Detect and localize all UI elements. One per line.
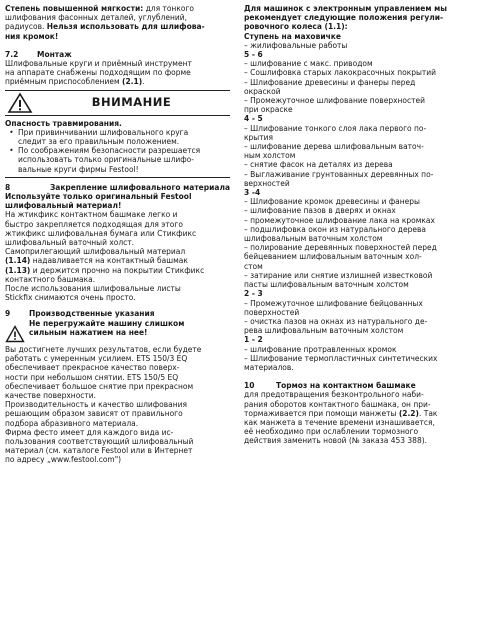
warning-triangle-icon [5, 325, 25, 343]
speed-setting-item: рева шлифовальным ваточным холстом [244, 326, 404, 336]
s10-line-5: её необходимо при ослаблении тормозного [244, 427, 419, 437]
speed-setting-item: – Промежуточное шлифование поверхностей [244, 96, 425, 106]
speed-setting-head: 5 - 6 [244, 50, 263, 60]
s8-bold-1: Используйте только оригинальный Festool [5, 192, 192, 202]
speed-setting-item: – полирование деревянных поверхностей перед [244, 243, 437, 253]
right-intro-1: Для машинок с электронным управлением мы [244, 4, 447, 13]
s8-p2-2: (1.14) надавливается на контактный башмак [5, 256, 188, 266]
s8-p1-1: На жтикфикс контактном башмаке легко и [5, 210, 178, 220]
speed-setting-item: – Шлифование кромок древесины и фанеры [244, 197, 420, 207]
speed-setting-list [244, 41, 474, 372]
s9-p3-4: по адресу „www.festool.com") [5, 455, 122, 465]
right-intro-2: рекомендует следующие положения регули- [244, 13, 444, 23]
speed-setting-item: окраской [244, 86, 281, 96]
s8-p2-3: (1.13) и держится прочно на покрытии Стикфикс [5, 265, 205, 275]
intro-line-1: Степень повышенной мягкости: для тонкого [5, 4, 194, 13]
s10-line-1: для предотвращения безконтрольного наби- [244, 390, 424, 400]
s10-line-3: тормаживается при помощи манжеты (2.2). Так [244, 408, 438, 418]
speed-setting-item: стом [244, 261, 263, 271]
speed-setting-item: – Сошлифовка старых лакокрасочных покрытий [244, 68, 437, 78]
warning-title: Опасность травмирования. [5, 118, 122, 128]
speed-setting-item: – очистка пазов на окнах из натурального де- [244, 316, 428, 326]
s9-p1-3: обеспечивает прекрасное качество поверх- [5, 363, 180, 373]
speed-setting-item: – снятие фасок на деталях из дерева [244, 160, 393, 170]
speed-setting-head: 4 - 5 [244, 114, 263, 124]
intro-line-4: ния кромок! [5, 31, 59, 41]
s8-p2-1: Самоприлегающий шлифовальный материал [5, 247, 186, 257]
speed-setting-item: – Шлифование древесины и фанеры перед [244, 77, 416, 87]
right-column [244, 4, 474, 446]
speed-setting-item: – подшлифовка окон из натурального дерева [244, 224, 426, 234]
s8-p3-1: После использования шлифовальные листы [5, 284, 181, 294]
speed-setting-item: материалов. [244, 362, 294, 372]
s10-line-2: рания оборотов контактного башмака, он при- [244, 399, 431, 409]
s9-p1-1: Вы достигнете лучших результатов, если будете [5, 344, 202, 354]
left-column [5, 4, 230, 465]
speed-setting-item: – затирание или снятие излишней известковой [244, 270, 433, 280]
s9-p2-2: решающим образом зависят от правильного [5, 409, 183, 419]
s8-p2-4: контактного башмака. [5, 274, 96, 284]
s72-line-3: приёмным приспособлением (2.1). [5, 77, 145, 87]
s9-p3-2: пользования соответствующий шлифовальный [5, 436, 194, 446]
s8-p1-4: шлифовальный ваточный холст. [5, 238, 135, 248]
right-intro-3: ровочного колеса (1.1): [244, 22, 348, 32]
speed-setting-item: – Шлифование термопластичных синтетических [244, 353, 438, 363]
section-7-2-heading: 7.2 Монтаж [5, 49, 72, 59]
right-intro-4: Ступень на маховичке [244, 31, 341, 41]
s9-p3-1: Фирма фесто имеет для каждого вида ис- [5, 427, 174, 437]
s8-bold-2: шлифовальный материал! [5, 201, 122, 211]
section-10-heading: 10 Тормоз на контактном башмаке [244, 381, 416, 391]
s72-line-2: на аппарате снабжены подходящим по форме [5, 68, 191, 78]
warning-box [5, 90, 230, 178]
speed-setting-item: – Шлифование тонкого слоя лака первого по- [244, 123, 427, 133]
speed-setting-item: шлифовальным ваточным холстом [244, 234, 383, 244]
speed-setting-head: 2 - 3 [244, 289, 263, 299]
s10-line-4: как манжета в течение времени изнашивается, [244, 417, 435, 427]
speed-setting-item: – промежуточное шлифование лака на кромках [244, 215, 435, 225]
speed-setting-item: – шлифование с макс. приводом [244, 59, 373, 69]
section-9-heading: 9 Производственные указания Не перегружайте машину слишком сильным нажатием на нее! [5, 309, 230, 344]
intro-line-3: радиусов. Нельзя использовать для шлифова- [5, 22, 205, 32]
speed-setting-item: – Выглаживание грунтованных деревянных по- [244, 169, 434, 179]
s9-p1-2: работать с умеренным усилием. ETS 150/3 EQ [5, 354, 188, 364]
speed-setting-item: бейцеванием шлифовальным ваточным хол- [244, 252, 422, 262]
intro-line-2: шлифования фасонных деталей, углублений, [5, 13, 187, 23]
warning-header [5, 90, 230, 116]
speed-setting-item: поверхностей [244, 307, 300, 317]
s9-p1-6: качестве поверхности. [5, 390, 97, 400]
s10-line-6: действия заменить новой (№ заказа 453 388). [244, 436, 428, 446]
s8-p1-2: быстро закрепляется подходящая для этого [5, 219, 183, 229]
s9-p1-4: ности при небольшом снятии. ETS 150/5 EQ [5, 372, 179, 382]
s8-p1-3: жтикфикс шлифовальная бумага или Стикфикс [5, 228, 197, 238]
warning-bullet: • При привинчивании шлифовального круга следит за его правильным положением. [9, 127, 189, 147]
warning-word: ВНИМАНИЕ [91, 95, 172, 110]
s9-p2-3: подбора абразивного материала. [5, 418, 139, 428]
s9-p2-1: Производительность и качество шлифования [5, 400, 188, 410]
s8-p3-2: Stickfix снимаются очень просто. [5, 293, 136, 303]
section-8-heading: 8 Закрепление шлифовального материала [5, 182, 230, 192]
speed-setting-head: 1 - 2 [244, 335, 263, 345]
warning-bullet: • По соображениям безопасности разрешается использовать только оригинальные шлифо- вальные круги фирмы Festool! [9, 146, 201, 174]
speed-setting-item: при окраске [244, 105, 293, 115]
speed-setting-item: – жилифовальные работы [244, 40, 348, 50]
speed-setting-item: – шлифование протравленных кромок [244, 344, 397, 354]
s9-p1-5: обеспечивает большое снятие при прекрасном [5, 381, 194, 391]
speed-setting-item: крытия [244, 132, 273, 142]
speed-setting-head: 3 -4 [244, 188, 261, 198]
speed-setting-item: – шлифование пазов в дверях и окнах [244, 206, 396, 216]
speed-setting-item: – шлифование дерева шлифовальным ваточ- [244, 142, 424, 152]
warning-triangle-icon [7, 92, 33, 114]
speed-setting-item: ным холстом [244, 151, 296, 161]
speed-setting-item: пасты шлифовальным ваточным холстом [244, 280, 409, 290]
s9-p3-3: материал (см. каталоге Festool или в Интернет [5, 446, 193, 456]
speed-setting-item: – Промежуточное шлифование бейцованных [244, 298, 423, 308]
speed-setting-item: верхностей [244, 178, 290, 188]
s72-line-1: Шлифовальные круги и приёмный инструмент [5, 59, 192, 69]
